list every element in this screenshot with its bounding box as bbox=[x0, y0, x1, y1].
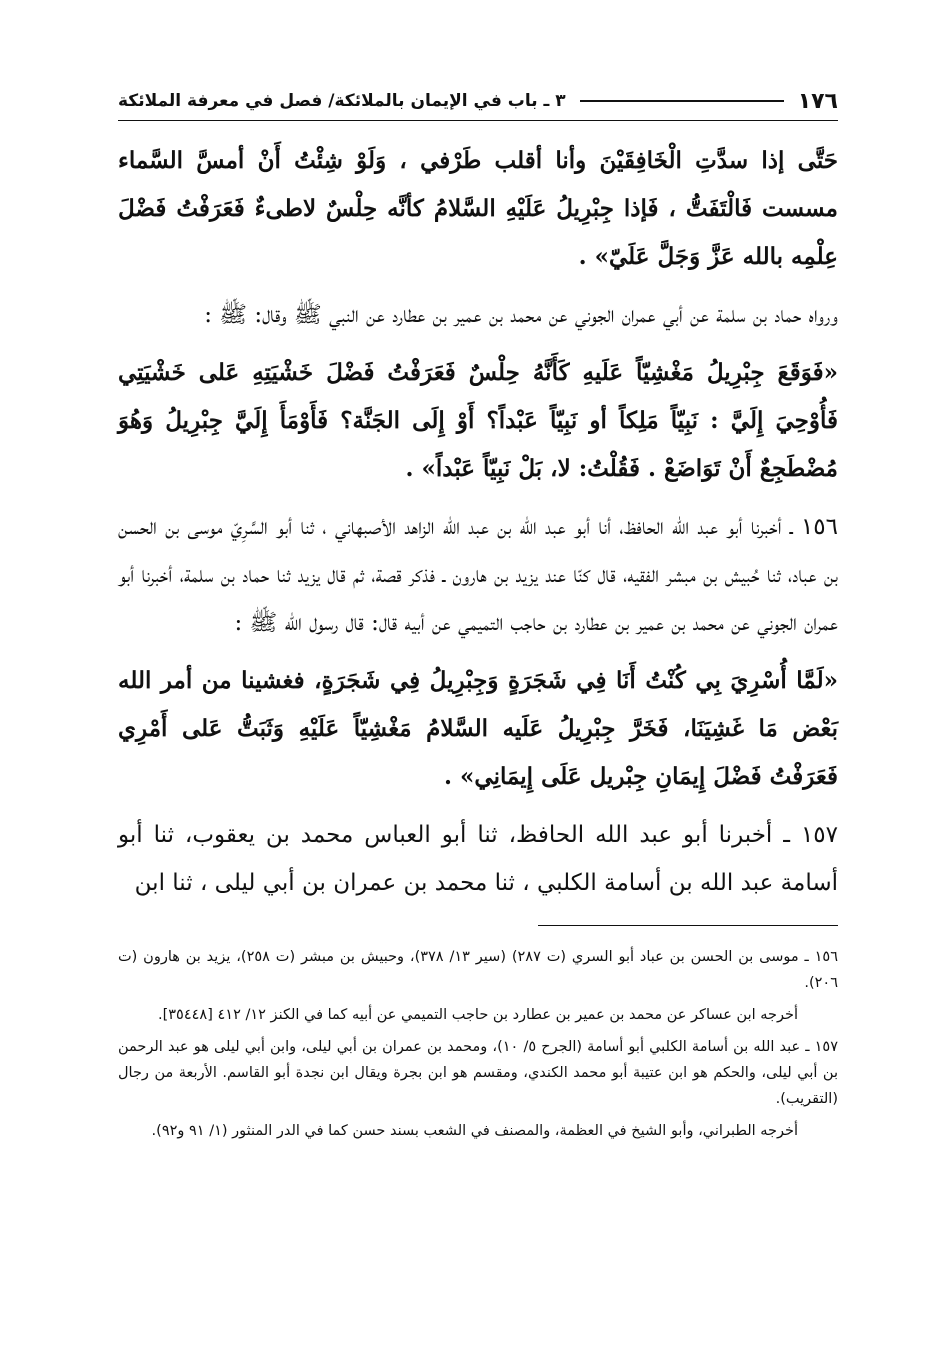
hadith-continuation: حَتَّى إذا سدَّتِ الْخَافِقَيْنَ وأنا أقلب طَرْفي ، وَلَوْ شِئْتُ أَنْ أمسَّ السَّماء مسست فَالْتَفَتُّ ، فَإذا جِبْرِيلُ عَلَيْهِ السَّلامُ كأنَّه حِلْسٌ لاطىءٌ فَعَرَفْتُ فَضْلَ عِلْمِه بالله عَزَّ وَجَلَّ عَلَيّ» . bbox=[118, 147, 838, 270]
footnote-156-source bbox=[118, 1002, 838, 1028]
footnote-156: ١٥٦ ـ موسى بن الحسن بن عباد أبو السري (ت ٢٨٧) (سير ١٣/ ٣٧٨)، وحبيش بن مبشر (ت ٢٥٨)، يزيد بن هارون (ت ٢٠٦). bbox=[118, 949, 838, 991]
header-rule bbox=[580, 100, 784, 102]
chapter-title: ٣ ـ باب في الإيمان بالملائكة/ فصل في معرفة الملائكة bbox=[118, 91, 566, 111]
running-header bbox=[118, 86, 838, 121]
isnad-157: ١٥٧ ـ أخبرنا أبو عبد الله الحافظ، ثنا أبو العباس محمد بن يعقوب، ثنا أبو أسامة عبد الله بن أسامة الكلبي ، ثنا محمد بن عمران بن أبي ليلى ، ثنا ابن bbox=[118, 822, 838, 896]
hadith-text: «فَوَقَعَ جِبْرِيلُ مَغْشِيّاً عَلَيهِ كَأَنَّهُ حِلْسٌ فَعَرَفْتُ فَضْلَ خَشْيَتِهِ عَلى خَشْيَتِي فَأُوْحِيَ إِلَيَّ : نَبِيّاً مَلِكاً أو نَبِيّاً عَبْداً؟ أَوْ إِلَى الجَنَّة؟ فَأَوْمَأَ إِلَيَّ جِبْرِيلُ وَهُوَ مُضْطَجِعٌ أَنْ تَوَاضَعْ . فَقُلْتُ: لا، بَلْ نَبِيّاً عَبْداً» . bbox=[118, 359, 838, 482]
hadith-156: «لَمَّا أُسْرِيَ بِي كُنْتُ أَنَا فِي شَجَرَةٍ وَجِبْرِيلُ فِي شَجَرَةٍ، فغشينا من أمر الله بَعْض مَا غَشِيَنَا، فَخَرَّ جِبْرِيلُ عَلَيه السَّلامُ مَغْشِيّاً عَلَيْهِ وَثَبَتُّ عَلى أَمْرِي فَعَرَفْتُ فَضْلَ إِيمَانِ جِبْريل عَلَى إِيمَانِي» . bbox=[118, 667, 838, 790]
footnote-156-source-text: أخرجه ابن عساكر عن محمد بن عمير بن عطارد بن حاجب التميمي عن أبيه كما في الكنز ١٢/ ٤١٢ [٣٥٤٤٨]. bbox=[157, 1007, 798, 1023]
footnote-157-source bbox=[118, 1118, 838, 1144]
page-number: ١٧٦ bbox=[797, 88, 838, 114]
narration-note: ورواه حماد بن سلمة عن أبي عمران الجوني عن محمد بن عمير بن عطارد عن النبي ﷺ وقال: ﷺ : bbox=[204, 302, 838, 328]
footnote-separator bbox=[538, 925, 838, 926]
footnote-157-source-text: أخرجه الطبراني، وأبو الشيخ في العظمة، والمصنف في الشعب بسند حسن كما في الدر المنثور (١/ ٩١ و٩٢). bbox=[151, 1123, 798, 1139]
isnad-156: ١٥٦ ـ أخبرنا أبو عبد الله الحافظ، أنا أبو عبد الله بن عبد الله الزاهد الأصبهاني ، ثنا أبو السَّرِيّ موسى بن الحسن بن عباد، ثنا حُبيش بن مبشر الفقيه، قال كنّا عند يزيد بن هارون ـ فذكر قصة، ثم قال يزيد ثنا حماد بن سلمة، أخبرنا أبو عمران الجوني عن محمد بن عمير بن عطارد بن حاجب التميمي عن أبيه قال: قال رسول الله ﷺ : bbox=[117, 514, 838, 636]
footnotes bbox=[118, 944, 838, 1144]
main-text bbox=[118, 137, 838, 907]
book-page bbox=[118, 86, 838, 1150]
footnote-157: ١٥٧ ـ عبد الله بن أسامة الكلبي أبو أسامة (الجرح ٥/ ١٠)، ومحمد بن عمران بن أبي ليلى، وابن أبي ليلى هو عبد الرحمن بن أبي ليلى، والحكم هو ابن عتيبة أبو محمد الكندي، ومقسم هو ابن بجرة ويقال ابن نجدة أبو القاسم. الأربعة من رجال (التقريب). bbox=[118, 1039, 838, 1107]
